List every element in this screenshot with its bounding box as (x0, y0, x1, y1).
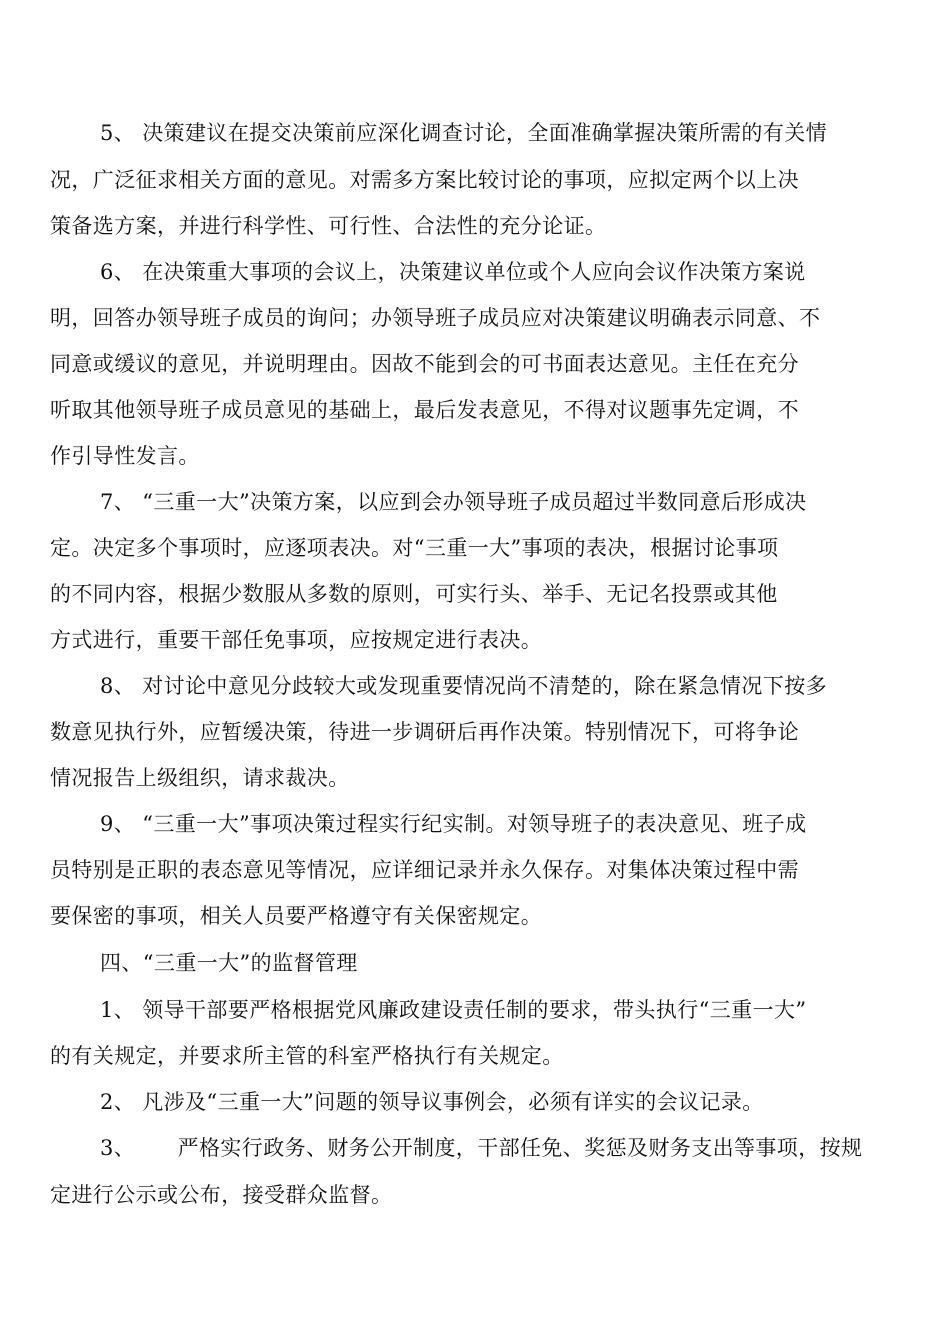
text-line: 8、 对讨论中意见分歧较大或发现重要情况尚不清楚的，除在紧急情况下按多 (100, 674, 828, 698)
text-line: 作引导性发言。 (50, 444, 200, 468)
text-line: 5、 决策建议在提交决策前应深化调查讨论，全面准确掌握决策所需的有关情 (100, 121, 828, 145)
text-line: 1、 领导干部要严格根据党风廉政建设责任制的要求，带头执行“三重一大” (100, 998, 807, 1022)
text-line: 3、 严格实行政务、财务公开制度，干部任免、奖惩及财务支出等事项，按规 (100, 1136, 863, 1160)
text-line: 要保密的事项，相关人员要严格遵守有关保密规定。 (50, 904, 543, 928)
text-line: 2、 凡涉及“三重一大”问题的领导议事例会，必须有详实的会议记录。 (100, 1090, 764, 1114)
text-line: 7、 “三重一大”决策方案，以应到会办领导班子成员超过半数同意后形成决 (100, 490, 807, 514)
text-line: 6、 在决策重大事项的会议上，决策建议单位或个人应向会议作决策方案说 (100, 260, 806, 284)
text-line: 的有关规定，并要求所主管的科室严格执行有关规定。 (50, 1044, 564, 1068)
text-line: 明，回答办领导班子成员的询问；办领导班子成员应对决策建议明确表示同意、不 (50, 306, 821, 330)
text-line: 情况报告上级组织，请求裁决。 (50, 766, 350, 790)
text-line: 员特别是正职的表态意见等情况，应详细记录并永久保存。对集体决策过程中需 (50, 858, 799, 882)
section-heading: 四、“三重一大”的监督管理 (100, 951, 358, 975)
text-line: 9、 “三重一大”事项决策过程实行纪实制。对领导班子的表决意见、班子成 (100, 812, 807, 836)
text-line: 听取其他领导班子成员意见的基础上，最后发表意见，不得对议题事先定调，不 (50, 398, 799, 422)
text-line: 策备选方案，并进行科学性、可行性、合法性的充分论证。 (50, 214, 607, 238)
text-line: 定。决定多个事项时，应逐项表决。对“三重一大”事项的表决，根据讨论事项 (50, 536, 779, 560)
text-line: 同意或缓议的意见，并说明理由。因故不能到会的可书面表达意见。主任在充分 (50, 352, 799, 376)
text-line: 的不同内容，根据少数服从多数的原则，可实行头、举手、无记名投票或其他 (50, 582, 778, 606)
text-line: 况，广泛征求相关方面的意见。对需多方案比较讨论的事项，应拟定两个以上决 (50, 168, 799, 192)
text-line: 方式进行，重要干部任免事项，应按规定进行表决。 (50, 628, 543, 652)
text-line: 定进行公示或公布，接受群众监督。 (50, 1183, 393, 1207)
text-line: 数意见执行外，应暂缓决策，待进一步调研后再作决策。特别情况下，可将争论 (50, 720, 799, 744)
